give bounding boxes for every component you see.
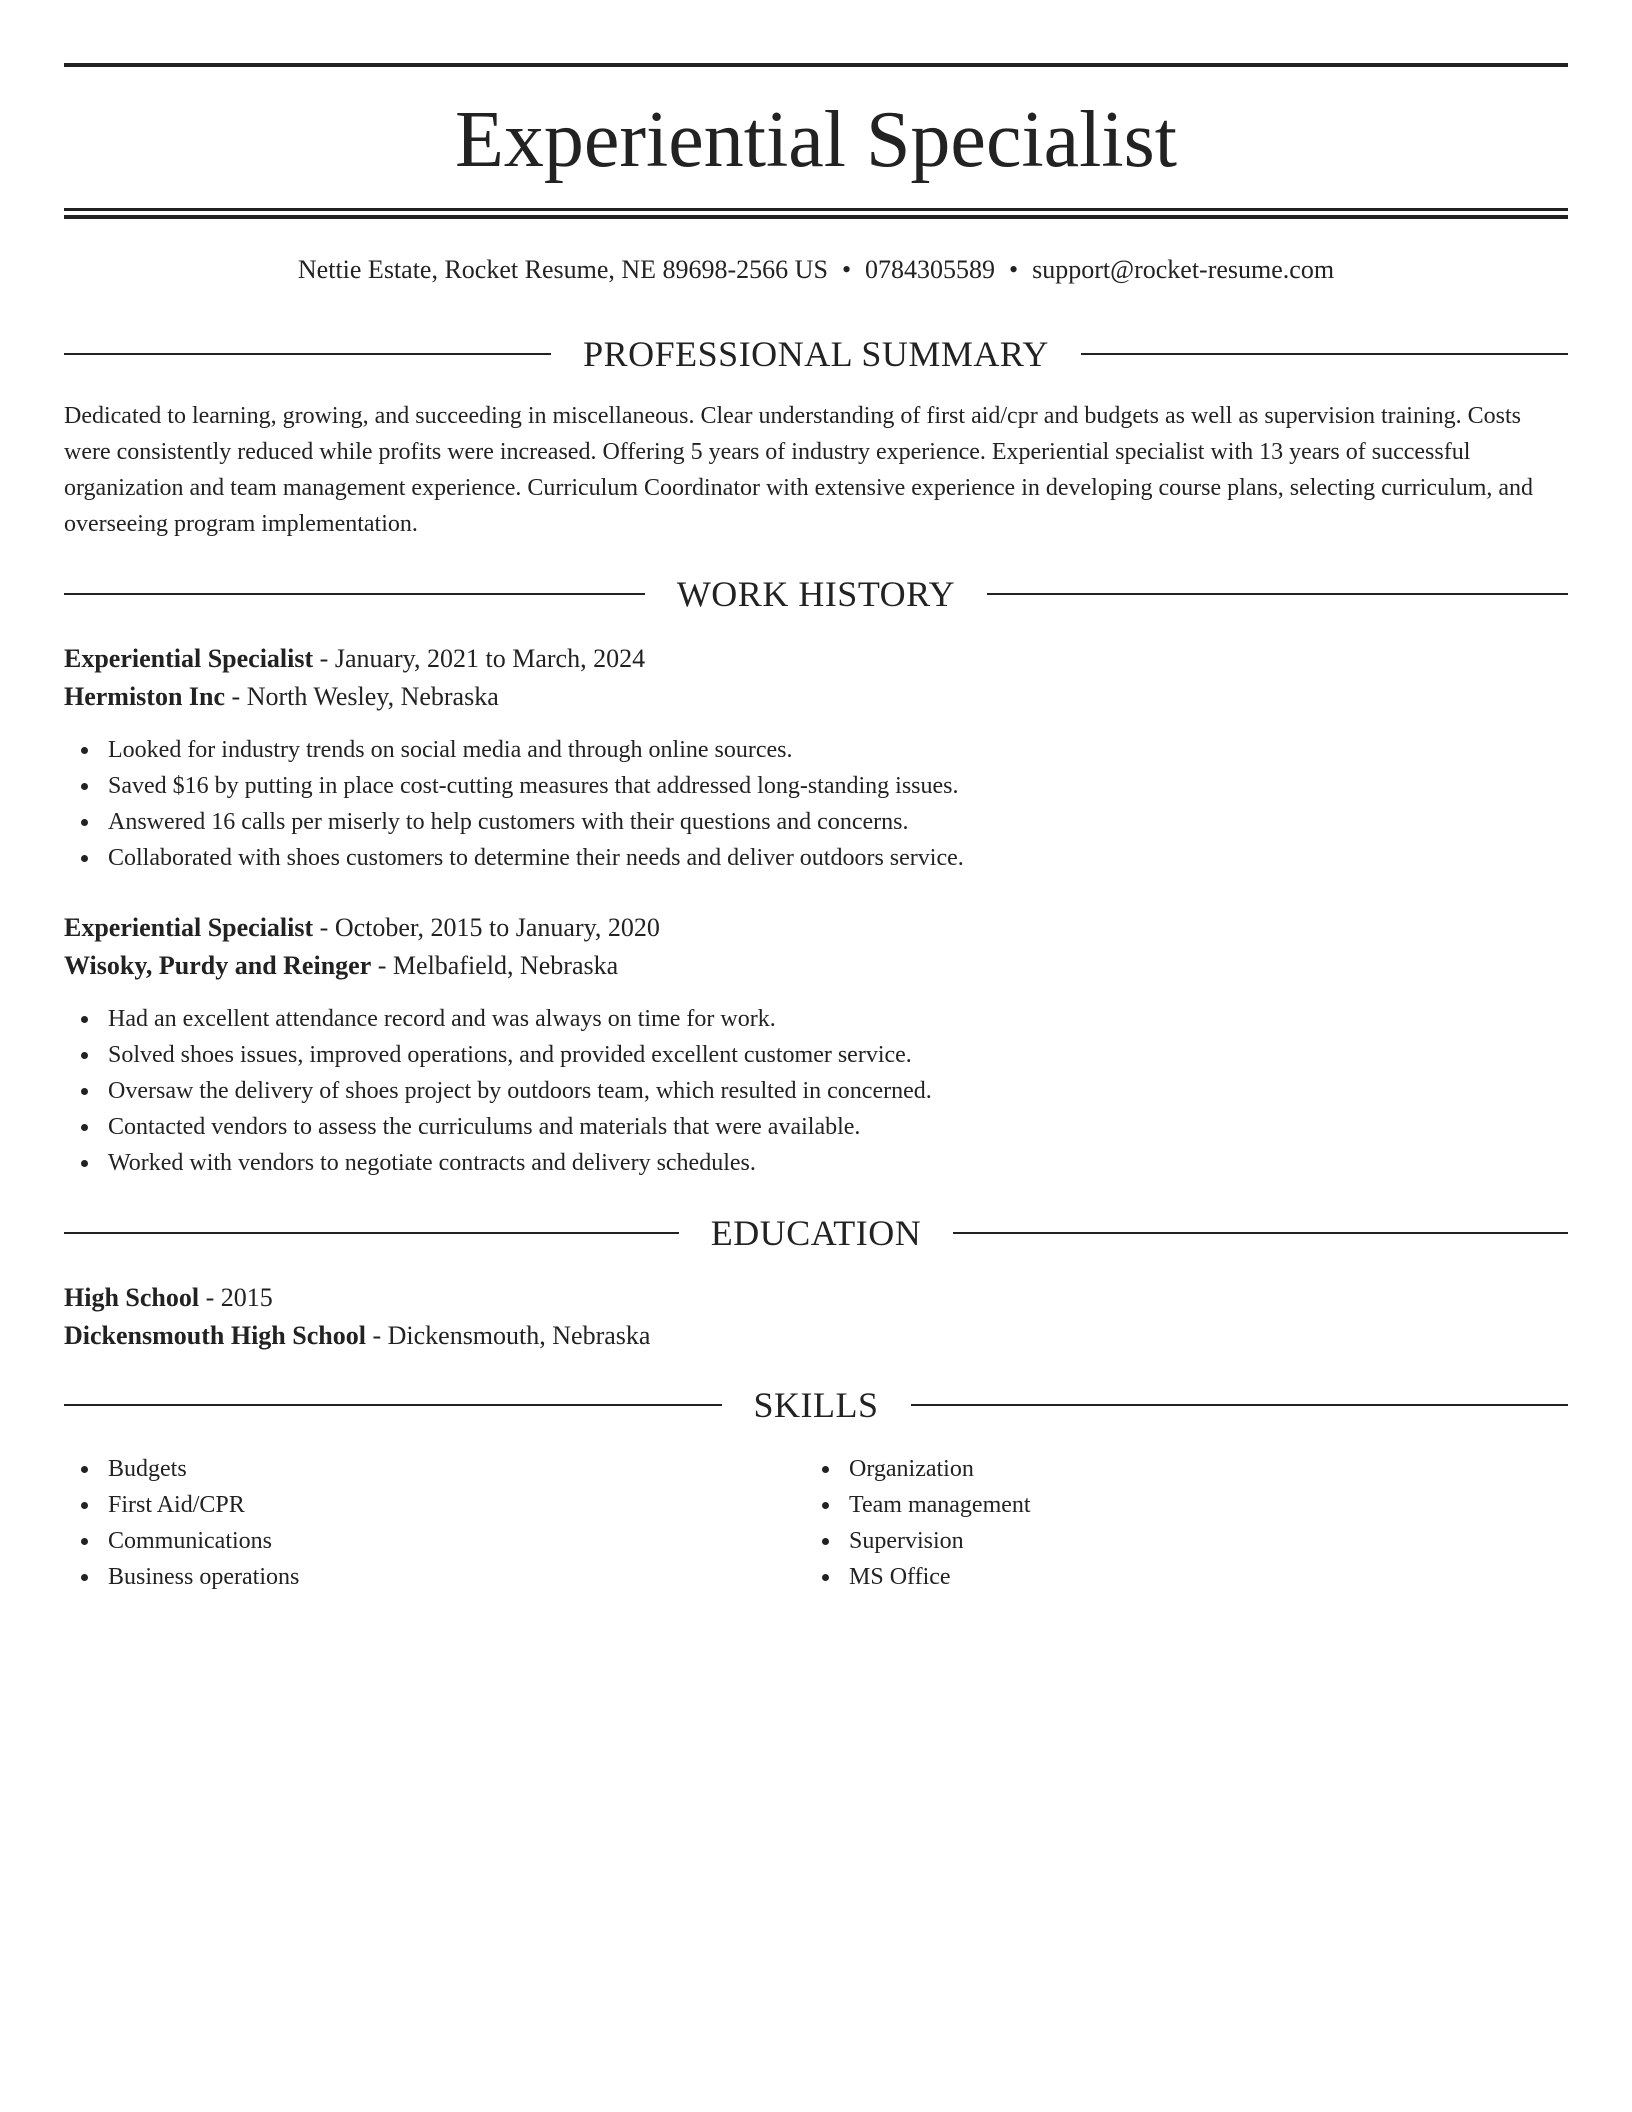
- education-degree: High School: [64, 1283, 200, 1312]
- job-title: Experiential Specialist: [64, 913, 314, 942]
- job-title-line: [64, 909, 1568, 947]
- job-bullet: Had an excellent attendance record and was always on time for work.: [64, 1001, 1568, 1037]
- job-bullet: Collaborated with shoes customers to determine their needs and deliver outdoors service.: [64, 840, 1568, 876]
- job-entry-1: [64, 640, 1568, 876]
- section-rule-right: [911, 1404, 1569, 1406]
- title-rule-upper: [64, 208, 1568, 211]
- job-bullet: Oversaw the delivery of shoes project by outdoors team, which resulted in concerned.: [64, 1073, 1568, 1109]
- section-rule-left: [64, 1232, 679, 1234]
- job-bullet: Looked for industry trends on social media and through online sources.: [64, 732, 1568, 768]
- education-location: - Dickensmouth, Nebraska: [365, 1321, 651, 1350]
- section-rule-right: [1081, 353, 1568, 355]
- skill-item: Budgets: [64, 1451, 764, 1487]
- work-heading: WORK HISTORY: [676, 574, 956, 614]
- education-degree-line: [64, 1279, 1568, 1317]
- section-rule-left: [64, 593, 645, 595]
- section-rule-left: [64, 353, 551, 355]
- job-company-line: [64, 678, 1568, 716]
- job-company-line: [64, 947, 1568, 985]
- contact-separator: •: [1009, 255, 1019, 284]
- summary-heading: PROFESSIONAL SUMMARY: [583, 334, 1049, 374]
- job-bullet: Saved $16 by putting in place cost-cutting measures that addressed long-standing issues.: [64, 768, 1568, 804]
- education-year: - 2015: [199, 1283, 273, 1312]
- job-bullet: Contacted vendors to assess the curriculums and materials that were available.: [64, 1109, 1568, 1145]
- top-rule: [64, 63, 1568, 67]
- resume-title: Experiential Specialist: [455, 96, 1177, 184]
- skill-item: First Aid/CPR: [64, 1487, 764, 1523]
- section-rule-right: [953, 1232, 1568, 1234]
- education-school: Dickensmouth High School: [64, 1321, 366, 1350]
- job-bullet: Answered 16 calls per miserly to help customers with their questions and concerns.: [64, 804, 1568, 840]
- contact-email: support@rocket-resume.com: [1032, 255, 1335, 284]
- skill-item: Communications: [64, 1523, 764, 1559]
- section-rule-left: [64, 1404, 722, 1406]
- skills-list-right: [805, 1451, 1505, 1595]
- job-title: Experiential Specialist: [64, 644, 314, 673]
- title-rule-lower: [64, 215, 1568, 219]
- education-school-line: [64, 1317, 1568, 1355]
- job-bullets: [64, 732, 1568, 876]
- summary-text: Dedicated to learning, growing, and succeeding in miscellaneous. Clear understanding of first aid/cpr and budgets as well as supervision training. Costs were consistently reduced while profits were increased. Offering 5 years of industry experience. Experiential specialist with 13 years of successful organization and team management experience. Curriculum Coordinator with extensive experience in developing course plans, selecting curriculum, and overseeing program implementation.: [64, 403, 1534, 537]
- contact-line: [64, 253, 1568, 287]
- job-location: - Melbafield, Nebraska: [371, 951, 619, 980]
- contact-address: Nettie Estate, Rocket Resume, NE 89698-2566 US: [297, 255, 828, 284]
- skills-heading: SKILLS: [753, 1385, 879, 1425]
- education-section-header: [64, 1211, 1568, 1255]
- contact-separator: •: [841, 255, 852, 284]
- job-location: - North Wesley, Nebraska: [225, 682, 499, 711]
- skill-item: Organization: [805, 1451, 1505, 1487]
- work-section-header: [64, 572, 1568, 616]
- job-entry-2: [64, 909, 1568, 1181]
- skills-list-left: [64, 1451, 764, 1595]
- job-company: Hermiston Inc: [64, 682, 226, 711]
- skill-item: MS Office: [805, 1559, 1505, 1595]
- skills-section-header: [64, 1383, 1568, 1427]
- education-heading: EDUCATION: [710, 1213, 922, 1253]
- job-bullets: [64, 1001, 1568, 1181]
- skills-column-right: [805, 1451, 1505, 1595]
- skills-column-left: [64, 1451, 764, 1595]
- skill-item: Team management: [805, 1487, 1505, 1523]
- section-rule-right: [987, 593, 1568, 595]
- job-bullet: Worked with vendors to negotiate contracts and delivery schedules.: [64, 1145, 1568, 1181]
- job-dates: - October, 2015 to January, 2020: [313, 913, 660, 942]
- job-company: Wisoky, Purdy and Reinger: [64, 951, 372, 980]
- skill-item: Business operations: [64, 1559, 764, 1595]
- job-title-line: [64, 640, 1568, 678]
- skill-item: Supervision: [805, 1523, 1505, 1559]
- job-dates: - January, 2021 to March, 2024: [313, 644, 646, 673]
- education-entry: [64, 1279, 1568, 1355]
- job-bullet: Solved shoes issues, improved operations, and provided excellent customer service.: [64, 1037, 1568, 1073]
- contact-phone: 0784305589: [865, 255, 996, 284]
- summary-section-header: [64, 332, 1568, 376]
